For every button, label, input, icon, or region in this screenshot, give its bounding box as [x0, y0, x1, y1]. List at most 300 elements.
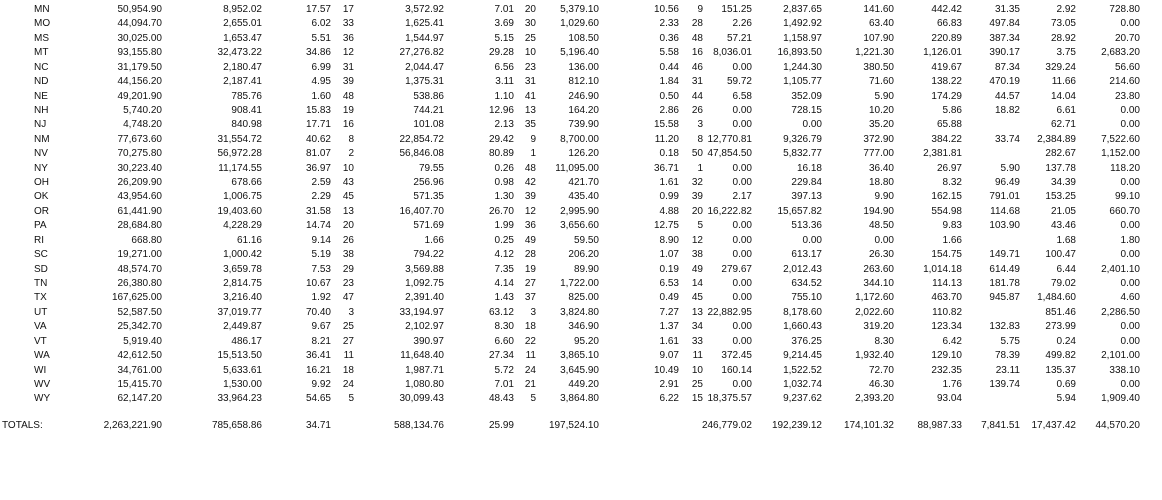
table-cell: 36.40	[868, 162, 894, 174]
table-cell: 791.01	[989, 191, 1020, 203]
totals-cell: 174,101.32	[843, 419, 894, 431]
table-cell: 63.12	[488, 306, 514, 318]
table-cell: 29.42	[488, 133, 514, 145]
table-cell: 5	[530, 393, 536, 405]
table-cell: 50,954.90	[117, 4, 162, 15]
table-cell: 0.00	[1120, 18, 1140, 30]
table-cell: 8.90	[659, 234, 679, 246]
table-cell: 22	[524, 335, 536, 347]
table-cell: 23	[524, 61, 536, 73]
table-cell: 499.82	[1045, 350, 1076, 362]
table-cell: 3.75	[1056, 47, 1076, 59]
table-cell: 7.35	[494, 263, 514, 275]
table-cell: 0.26	[494, 162, 514, 174]
table-cell: 1,522.52	[783, 364, 822, 376]
table-cell: 5,740.20	[123, 104, 162, 116]
table-cell: 14.74	[305, 220, 331, 232]
table-cell: 3,216.40	[223, 292, 262, 304]
table-cell: 18.82	[994, 104, 1020, 116]
table-cell: 26.97	[936, 162, 962, 174]
totals-cell: 7,841.51	[981, 419, 1020, 431]
table-cell: 49,201.90	[117, 90, 162, 102]
table-cell: 571.69	[413, 220, 444, 232]
table-cell: 908.41	[231, 104, 262, 116]
table-cell: 344.10	[863, 277, 894, 289]
table-cell: 110.82	[932, 306, 962, 318]
totals-cell: 25.99	[488, 419, 514, 431]
table-cell: 52,587.50	[117, 306, 162, 318]
table-cell: 24	[342, 378, 354, 390]
table-cell: 137.78	[1045, 162, 1076, 174]
table-cell: 10	[691, 364, 703, 376]
table-cell: 4.14	[494, 277, 514, 289]
state-code: MO	[34, 18, 51, 30]
table-cell: 12,770.81	[707, 133, 752, 145]
state-code: MT	[34, 47, 49, 59]
totals-cell: 2,263,221.90	[103, 419, 162, 431]
table-cell: 1,105.77	[783, 76, 822, 88]
table-cell: 1,158.97	[783, 32, 822, 44]
table-cell: 22,854.72	[399, 133, 444, 145]
table-cell: 384.22	[931, 133, 962, 145]
table-cell: 1,544.97	[405, 32, 444, 44]
table-cell: 33,964.23	[217, 393, 262, 405]
table-cell: 71.60	[868, 76, 894, 88]
table-cell: 16	[691, 47, 703, 59]
state-code: RI	[34, 234, 44, 246]
table-cell: 39	[691, 191, 703, 203]
table-cell: 1,221.30	[855, 47, 894, 59]
table-cell: 26,380.80	[117, 277, 162, 289]
table-cell: 36.41	[305, 350, 331, 362]
table-cell: 11,174.55	[218, 162, 262, 174]
table-cell: 9.92	[311, 378, 331, 390]
table-cell: 39	[342, 76, 354, 88]
totals-cell: 44,570.20	[1095, 419, 1140, 431]
table-cell: 50	[691, 148, 703, 160]
table-cell: 5.51	[311, 32, 331, 44]
table-cell: 1.92	[311, 292, 331, 304]
table-cell: 0.00	[732, 277, 752, 289]
table-cell: 23.11	[995, 364, 1020, 376]
table-cell: 0.99	[659, 191, 679, 203]
table-cell: 96.49	[994, 177, 1020, 189]
table-cell: 744.21	[413, 104, 444, 116]
table-cell: 79.55	[418, 162, 444, 174]
state-code: NJ	[34, 119, 47, 131]
table-cell: 256.96	[413, 177, 444, 189]
table-cell: 0.00	[1120, 249, 1140, 261]
table-cell: 6.56	[494, 61, 514, 73]
table-cell: 48.43	[488, 393, 514, 405]
table-cell: 31,554.72	[217, 133, 262, 145]
table-cell: 0.00	[732, 378, 752, 390]
table-cell: 0.00	[1120, 119, 1140, 131]
table-cell: 1,722.00	[560, 277, 599, 289]
table-cell: 47	[342, 292, 354, 304]
table-cell: 20	[342, 220, 354, 232]
table-cell: 30,099.43	[399, 393, 444, 405]
table-cell: 825.00	[568, 292, 599, 304]
table-cell: 2,814.75	[223, 277, 262, 289]
table-cell: 739.90	[568, 119, 599, 131]
table-cell: 1.61	[659, 335, 679, 347]
table-cell: 3,824.80	[560, 306, 599, 318]
table-cell: 34.86	[305, 47, 331, 59]
table-cell: 181.78	[989, 277, 1020, 289]
table-cell: 31.35	[994, 4, 1020, 15]
table-cell: 9,214.45	[783, 350, 822, 362]
table-cell: 470.19	[989, 76, 1020, 88]
table-cell: 8.30	[874, 335, 894, 347]
table-cell: 19,403.60	[217, 205, 262, 217]
table-cell: 25,342.70	[117, 321, 162, 333]
table-cell: 634.52	[791, 277, 822, 289]
table-cell: 36	[524, 220, 536, 232]
table-cell: 3	[530, 306, 536, 318]
table-cell: 397.13	[791, 191, 822, 203]
table-cell: 12.75	[653, 220, 679, 232]
table-cell: 114.13	[932, 277, 962, 289]
table-cell: 513.36	[791, 220, 822, 232]
table-cell: 99.10	[1114, 191, 1140, 203]
table-cell: 153.25	[1045, 191, 1076, 203]
table-cell: 0.00	[732, 335, 752, 347]
table-cell: 2,995.90	[560, 205, 599, 217]
table-cell: 45	[342, 191, 354, 203]
table-cell: 29	[342, 263, 354, 275]
table-cell: 1.30	[494, 191, 514, 203]
table-cell: 7.01	[494, 378, 514, 390]
table-cell: 93.04	[936, 393, 962, 405]
table-cell: 118.20	[1110, 162, 1140, 174]
table-cell: 12	[342, 47, 354, 59]
table-cell: 49	[691, 263, 703, 275]
table-cell: 22,882.95	[707, 306, 752, 318]
state-code: TX	[34, 292, 47, 304]
table-cell: 38	[342, 249, 354, 261]
table-cell: 4,748.20	[123, 119, 162, 131]
table-cell: 6.58	[732, 90, 752, 102]
table-cell: 39	[524, 191, 536, 203]
table-cell: 728.15	[791, 104, 822, 116]
table-cell: 2.59	[311, 177, 331, 189]
totals-cell: 88,987.33	[917, 419, 962, 431]
table-cell: 59.72	[726, 76, 752, 88]
table-cell: 48.50	[868, 220, 894, 232]
table-cell: 0.00	[732, 292, 752, 304]
table-cell: 2,401.10	[1101, 263, 1140, 275]
table-cell: 12	[524, 205, 536, 217]
table-cell: 36.71	[653, 162, 679, 174]
table-cell: 15,415.70	[117, 378, 162, 390]
table-cell: 6.99	[311, 61, 331, 73]
table-cell: 3,572.92	[405, 4, 444, 15]
table-cell: 44	[691, 90, 703, 102]
table-cell: 16,222.82	[707, 205, 752, 217]
table-cell: 135.37	[1045, 364, 1076, 376]
table-cell: 8.30	[494, 321, 514, 333]
table-cell: 1.60	[311, 90, 331, 102]
table-cell: 56.60	[1114, 61, 1140, 73]
state-code: ND	[34, 76, 49, 88]
table-cell: 9	[530, 133, 536, 145]
table-cell: 1,244.30	[783, 61, 822, 73]
table-cell: 1.43	[494, 292, 514, 304]
table-cell: 36.97	[305, 162, 331, 174]
table-cell: 48,574.70	[117, 263, 162, 275]
table-cell: 174.29	[931, 90, 962, 102]
table-cell: 11.20	[654, 133, 679, 145]
table-cell: 2,384.89	[1037, 133, 1076, 145]
state-code: SD	[34, 263, 48, 275]
table-cell: 8.32	[942, 177, 962, 189]
table-cell: 72.70	[868, 364, 894, 376]
table-cell: 27	[524, 277, 536, 289]
table-cell: 56,972.28	[217, 148, 262, 160]
table-cell: 44,156.20	[117, 76, 162, 88]
table-cell: 15,657.82	[777, 205, 822, 217]
table-cell: 48	[524, 162, 536, 174]
table-cell: 2,391.40	[405, 292, 444, 304]
table-cell: 42,612.50	[117, 350, 162, 362]
table-cell: 0.00	[732, 249, 752, 261]
table-cell: 18	[342, 364, 354, 376]
table-cell: 6.22	[659, 393, 679, 405]
table-cell: 33.74	[994, 133, 1020, 145]
table-cell: 54.65	[305, 393, 331, 405]
table-cell: 1,653.47	[223, 32, 262, 44]
table-cell: 34	[691, 321, 703, 333]
table-cell: 0.00	[1120, 104, 1140, 116]
table-cell: 214.60	[1109, 76, 1140, 88]
table-cell: 31	[691, 76, 703, 88]
state-code: WI	[34, 364, 47, 376]
table-cell: 1.37	[659, 321, 679, 333]
table-cell: 1,909.40	[1101, 393, 1140, 405]
table-cell: 8,700.00	[560, 133, 599, 145]
table-cell: 2,180.47	[223, 61, 262, 73]
table-cell: 5.15	[494, 32, 514, 44]
table-cell: 1.66	[942, 234, 962, 246]
table-cell: 8	[697, 133, 703, 145]
table-cell: 1,152.00	[1101, 148, 1140, 160]
table-cell: 1,172.60	[855, 292, 894, 304]
table-cell: 3,569.88	[405, 263, 444, 275]
table-cell: 13	[342, 205, 354, 217]
table-cell: 273.99	[1045, 321, 1076, 333]
table-cell: 2,381.81	[923, 148, 962, 160]
table-cell: 3,864.80	[560, 393, 599, 405]
table-cell: 2	[348, 148, 354, 160]
table-cell: 80.89	[488, 148, 514, 160]
table-cell: 5.19	[311, 249, 331, 261]
table-cell: 2.91	[659, 378, 679, 390]
table-cell: 136.00	[568, 61, 599, 73]
table-cell: 668.80	[131, 234, 162, 246]
table-cell: 3	[697, 119, 703, 131]
table-cell: 13	[691, 306, 703, 318]
table-cell: 10	[524, 47, 536, 59]
table-cell: 2.13	[494, 119, 514, 131]
table-cell: 6.61	[1056, 104, 1076, 116]
table-cell: 220.89	[931, 32, 962, 44]
table-cell: 812.10	[568, 76, 599, 88]
table-cell: 372.90	[863, 133, 894, 145]
table-cell: 10.20	[868, 104, 894, 116]
table-cell: 62,147.20	[117, 393, 162, 405]
table-cell: 141.60	[863, 4, 894, 15]
table-cell: 0.18	[659, 148, 679, 160]
table-cell: 497.84	[989, 18, 1020, 30]
table-cell: 390.97	[413, 335, 444, 347]
state-code: VT	[34, 335, 47, 347]
table-cell: 346.90	[568, 321, 599, 333]
table-cell: 1,006.75	[223, 191, 262, 203]
table-cell: 5.90	[1000, 162, 1020, 174]
table-cell: 9.90	[874, 191, 894, 203]
table-cell: 11,648.40	[400, 350, 444, 362]
table-cell: 27,276.82	[399, 47, 444, 59]
table-cell: 0.69	[1056, 378, 1076, 390]
table-cell: 41	[524, 90, 536, 102]
table-cell: 63.40	[868, 18, 894, 30]
state-code: NE	[34, 90, 48, 102]
state-code: MS	[34, 32, 49, 44]
table-cell: 1,014.18	[923, 263, 962, 275]
totals-cell: 246,779.02	[701, 419, 752, 431]
table-cell: 4.95	[311, 76, 331, 88]
table-cell: 2.29	[311, 191, 331, 203]
table-cell: 0.24	[1056, 335, 1076, 347]
table-cell: 42	[524, 177, 536, 189]
table-cell: 27	[342, 335, 354, 347]
table-cell: 20	[691, 205, 703, 217]
table-cell: 61,441.90	[117, 205, 162, 217]
table-cell: 7.01	[494, 4, 514, 15]
table-cell: 129.10	[931, 350, 962, 362]
table-cell: 2,683.20	[1101, 47, 1140, 59]
table-cell: 6.53	[659, 277, 679, 289]
table-cell: 329.24	[1045, 61, 1076, 73]
table-cell: 33,194.97	[399, 306, 444, 318]
table-cell: 15	[691, 393, 703, 405]
table-cell: 49	[524, 234, 536, 246]
table-cell: 0.25	[494, 234, 514, 246]
table-cell: 8	[348, 133, 354, 145]
table-cell: 9	[697, 4, 703, 15]
table-cell: 16.21	[305, 364, 331, 376]
table-cell: 0.00	[732, 234, 752, 246]
table-cell: 123.34	[931, 321, 962, 333]
table-cell: 19,271.00	[117, 249, 162, 261]
table-cell: 48	[691, 32, 703, 44]
table-cell: 554.98	[931, 205, 962, 217]
table-cell: 160.14	[721, 364, 752, 376]
table-cell: 1,000.42	[223, 249, 262, 261]
table-cell: 17	[342, 4, 354, 15]
table-cell: 1,932.40	[855, 350, 894, 362]
table-cell: 18.80	[868, 177, 894, 189]
table-cell: 35	[524, 119, 536, 131]
table-cell: 8,178.60	[783, 306, 822, 318]
table-cell: 25	[524, 32, 536, 44]
table-cell: 1	[530, 148, 536, 160]
table-cell: 449.20	[568, 378, 599, 390]
table-cell: 14	[691, 277, 703, 289]
table-cell: 26.30	[868, 249, 894, 261]
table-cell: 0.00	[1120, 321, 1140, 333]
table-cell: 5	[697, 220, 703, 232]
table-cell: 794.22	[413, 249, 444, 261]
table-cell: 945.87	[989, 292, 1020, 304]
table-cell: 3.69	[494, 18, 514, 30]
table-cell: 229.84	[791, 177, 822, 189]
state-code: OR	[34, 205, 49, 217]
table-cell: 23.80	[1114, 90, 1140, 102]
table-cell: 2,837.65	[783, 4, 822, 15]
table-cell: 3	[348, 306, 354, 318]
table-cell: 419.67	[931, 61, 962, 73]
table-cell: 5,919.40	[123, 335, 162, 347]
table-cell: 387.34	[989, 32, 1020, 44]
table-cell: 70.40	[305, 306, 331, 318]
table-cell: 0.19	[659, 263, 679, 275]
table-cell: 16,407.70	[399, 205, 444, 217]
table-cell: 14.04	[1050, 90, 1076, 102]
table-cell: 26.70	[488, 205, 514, 217]
table-cell: 0.00	[732, 220, 752, 232]
table-cell: 18,375.57	[707, 393, 752, 405]
state-code: TN	[34, 277, 48, 289]
table-cell: 0.00	[732, 162, 752, 174]
table-cell: 19	[524, 263, 536, 275]
table-cell: 2,022.60	[855, 306, 894, 318]
table-cell: 1.76	[942, 378, 962, 390]
totals-label: TOTALS:	[2, 419, 43, 431]
table-cell: 851.46	[1045, 306, 1076, 318]
table-cell: 2,101.00	[1101, 350, 1140, 362]
table-cell: 47,854.50	[707, 148, 752, 160]
table-cell: 486.17	[231, 335, 262, 347]
table-cell: 678.66	[231, 177, 262, 189]
table-cell: 79.02	[1050, 277, 1076, 289]
table-cell: 2,187.41	[223, 76, 262, 88]
table-cell: 1.84	[659, 76, 679, 88]
table-cell: 81.07	[305, 148, 331, 160]
table-cell: 95.20	[573, 335, 599, 347]
table-cell: 16	[342, 119, 354, 131]
table-cell: 1,375.31	[405, 76, 444, 88]
table-cell: 2.17	[732, 191, 752, 203]
table-cell: 43,954.60	[117, 191, 162, 203]
table-cell: 25	[342, 321, 354, 333]
table-cell: 246.90	[568, 90, 599, 102]
table-cell: 755.10	[791, 292, 822, 304]
table-cell: 0.00	[1120, 277, 1140, 289]
table-cell: 2.33	[659, 18, 679, 30]
table-cell: 126.20	[568, 148, 599, 160]
table-cell: 4.12	[494, 249, 514, 261]
table-cell: 10.49	[653, 364, 679, 376]
table-cell: 103.90	[989, 220, 1020, 232]
table-cell: 8.21	[311, 335, 331, 347]
table-cell: 11	[692, 350, 703, 362]
table-cell: 10.56	[653, 4, 679, 15]
table-cell: 7.53	[311, 263, 331, 275]
table-cell: 9.07	[659, 350, 679, 362]
table-cell: 2,012.43	[783, 263, 822, 275]
